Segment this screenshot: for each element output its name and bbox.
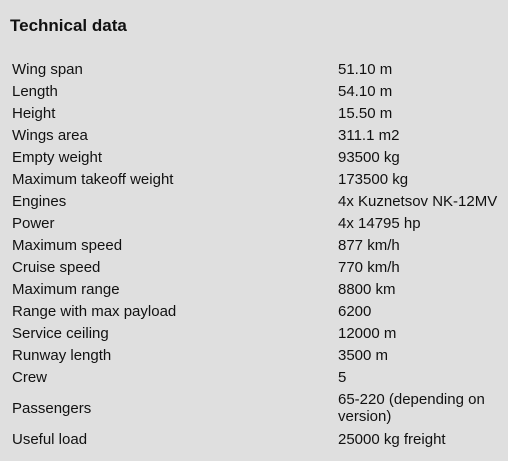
row-label: Height <box>12 104 56 122</box>
row-label: Engines <box>12 192 67 210</box>
table-row <box>10 168 504 190</box>
row-label: Wings area <box>12 126 88 144</box>
row-value: 93500 kg <box>338 148 400 166</box>
row-value: 6200 <box>338 302 372 320</box>
table-row <box>10 190 504 212</box>
row-label: Cruise speed <box>12 258 101 276</box>
row-label: Service ceiling <box>12 324 109 342</box>
row-label: Crew <box>12 368 48 386</box>
row-value: 770 km/h <box>338 258 400 276</box>
table-row <box>10 58 504 80</box>
row-value: 5 <box>338 368 347 386</box>
row-label: Range with max payload <box>12 302 177 320</box>
table-row <box>10 278 504 300</box>
row-value: 54.10 m <box>338 82 393 100</box>
row-value: 173500 kg <box>338 170 409 188</box>
row-label: Useful load <box>12 430 88 448</box>
table-row <box>10 388 504 428</box>
row-label: Runway length <box>12 346 112 364</box>
table-row <box>10 124 504 146</box>
row-label: Length <box>12 82 58 100</box>
row-label: Maximum takeoff weight <box>12 170 174 188</box>
table-row <box>10 146 504 168</box>
row-value: 877 km/h <box>338 236 400 254</box>
row-label: Empty weight <box>12 148 103 166</box>
row-value: 4x 14795 hp <box>338 214 421 232</box>
table-row <box>10 366 504 388</box>
table-row <box>10 80 504 102</box>
row-value: 51.10 m <box>338 60 393 78</box>
row-label: Wing span <box>12 60 83 78</box>
row-value: 12000 m <box>338 324 397 342</box>
row-value: 65-220 (depending on version) <box>338 391 485 425</box>
table-row <box>10 428 504 450</box>
technical-data-table <box>10 58 504 450</box>
table-row <box>10 212 504 234</box>
table-row <box>10 300 504 322</box>
table-row <box>10 322 504 344</box>
row-label: Maximum speed <box>12 236 123 254</box>
row-label: Maximum range <box>12 280 120 298</box>
row-label: Power <box>12 214 55 232</box>
section-title: Technical data <box>10 16 127 35</box>
table-row <box>10 102 504 124</box>
table-row <box>10 344 504 366</box>
row-label: Passengers <box>12 399 92 417</box>
table-row <box>10 234 504 256</box>
row-value: 311.1 m2 <box>338 126 400 144</box>
row-value: 15.50 m <box>338 104 393 122</box>
row-value: 25000 kg freight <box>338 430 446 448</box>
row-value: 4x Kuznetsov NK-12MV <box>338 192 498 210</box>
row-value: 3500 m <box>338 346 389 364</box>
table-row <box>10 256 504 278</box>
row-value: 8800 km <box>338 280 396 298</box>
